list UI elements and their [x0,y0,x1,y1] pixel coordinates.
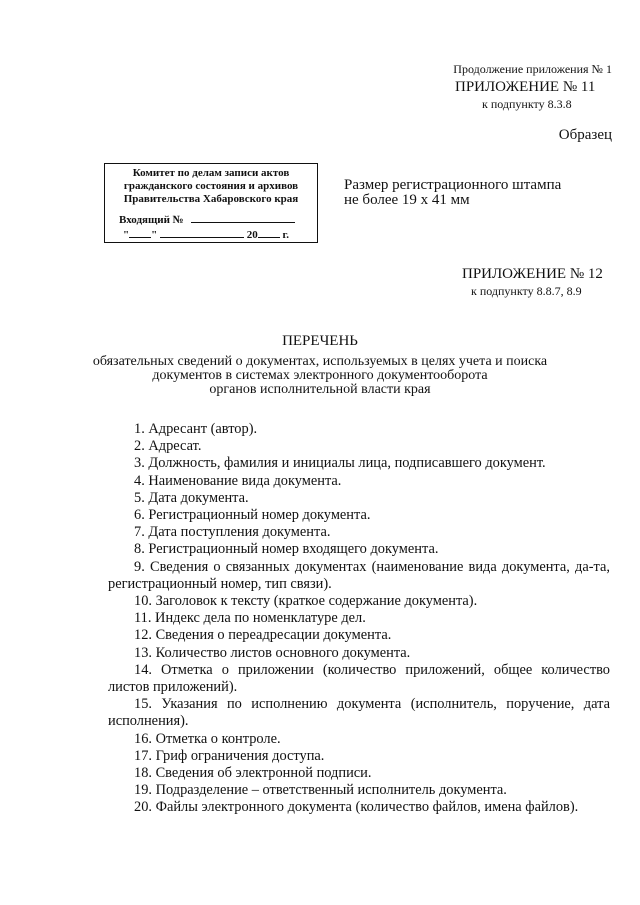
stamp-month-blank [160,227,244,238]
list-item: 1. Адресант (автор). [134,421,258,437]
stamp-quote-close: " [151,229,158,241]
document-subtitle-line-1: обязательных сведений о документах, используемых в целях учета и поиска [92,354,548,369]
stamp-number-blank [191,212,295,223]
stamp-year-blank [258,227,280,238]
list-item: 20. Файлы электронного документа (количество файлов, имена файлов). [134,799,579,816]
appendix-12-title: ПРИЛОЖЕНИЕ № 12 [462,266,603,282]
continuation-label: Продолжение приложения № 1 [453,62,612,76]
sample-label: Образец [558,127,612,143]
list-item: 17. Гриф ограничения доступа. [134,747,325,764]
list-item: 18. Сведения об электронной подписи. [134,765,372,782]
document-title: ПЕРЕЧЕНЬ [282,333,358,349]
list-item: 6. Регистрационный номер документа. [134,507,371,524]
appendix-11-reference: к подпункту 8.3.8 [482,97,572,111]
stamp-size-note [344,178,561,208]
list-item: 3. Должность, фамилия и инициалы лица, подписавшего документ. [134,455,546,472]
registration-stamp [104,163,318,243]
stamp-org-line-3: Правительства Хабаровского края [123,193,299,205]
list-item: 9. Сведения о связанных документах (наименование вида документа, да-та, регистрационный номер, тип связи). [108,558,610,592]
stamp-year-prefix: 20 [246,229,258,241]
stamp-incoming-label: Входящий № [119,214,184,226]
list-item: 4. Наименование вида документа. [134,472,342,489]
list-item: 11. Индекс дела по номенклатуре дел. [134,610,366,627]
appendix-12-reference: к подпункту 8.8.7, 8.9 [471,284,582,298]
list-item: 5. Дата документа. [134,489,249,506]
stamp-org-line-1: Комитет по делам записи актов [132,167,290,179]
list-item: 10. Заголовок к тексту (краткое содержание документа). [134,593,478,610]
list-item: 7. Дата поступления документа. [134,524,331,541]
information-list [108,421,610,817]
stamp-day-blank [129,227,151,238]
stamp-year-suffix: г. [282,229,289,241]
stamp-org-line-2: гражданского состояния и архивов [123,180,299,192]
stamp-size-note-line-2: не более 19 х 41 мм [344,192,470,208]
appendix-11-title: ПРИЛОЖЕНИЕ № 11 [455,79,596,95]
list-item: 13. Количество листов основного документа. [134,644,411,661]
stamp-size-note-line-1: Размер регистрационного штампа [344,177,562,193]
list-item: 19. Подразделение – ответственный исполнитель документа. [134,782,507,799]
stamp-date-row [123,227,289,242]
document-subtitle-line-2: документов в системах электронного документооборота [152,368,488,383]
list-item: 15. Указания по исполнению документа (исполнитель, поручение, дата исполнения). [108,696,610,730]
document-subtitle-line-3: органов исполнительной власти края [209,382,431,397]
list-item: 8. Регистрационный номер входящего документа. [134,541,439,558]
list-item: 14. Отметка о приложении (количество приложений, общее количество листов приложений). [108,661,610,696]
list-item: 12. Сведения о переадресации документа. [134,627,392,644]
stamp-quote-open: " [123,229,130,241]
document-subtitle [0,355,640,397]
list-item: 2. Адресат. [134,438,202,455]
stamp-incoming-row [119,212,295,227]
list-item: 16. Отметка о контроле. [134,730,281,747]
